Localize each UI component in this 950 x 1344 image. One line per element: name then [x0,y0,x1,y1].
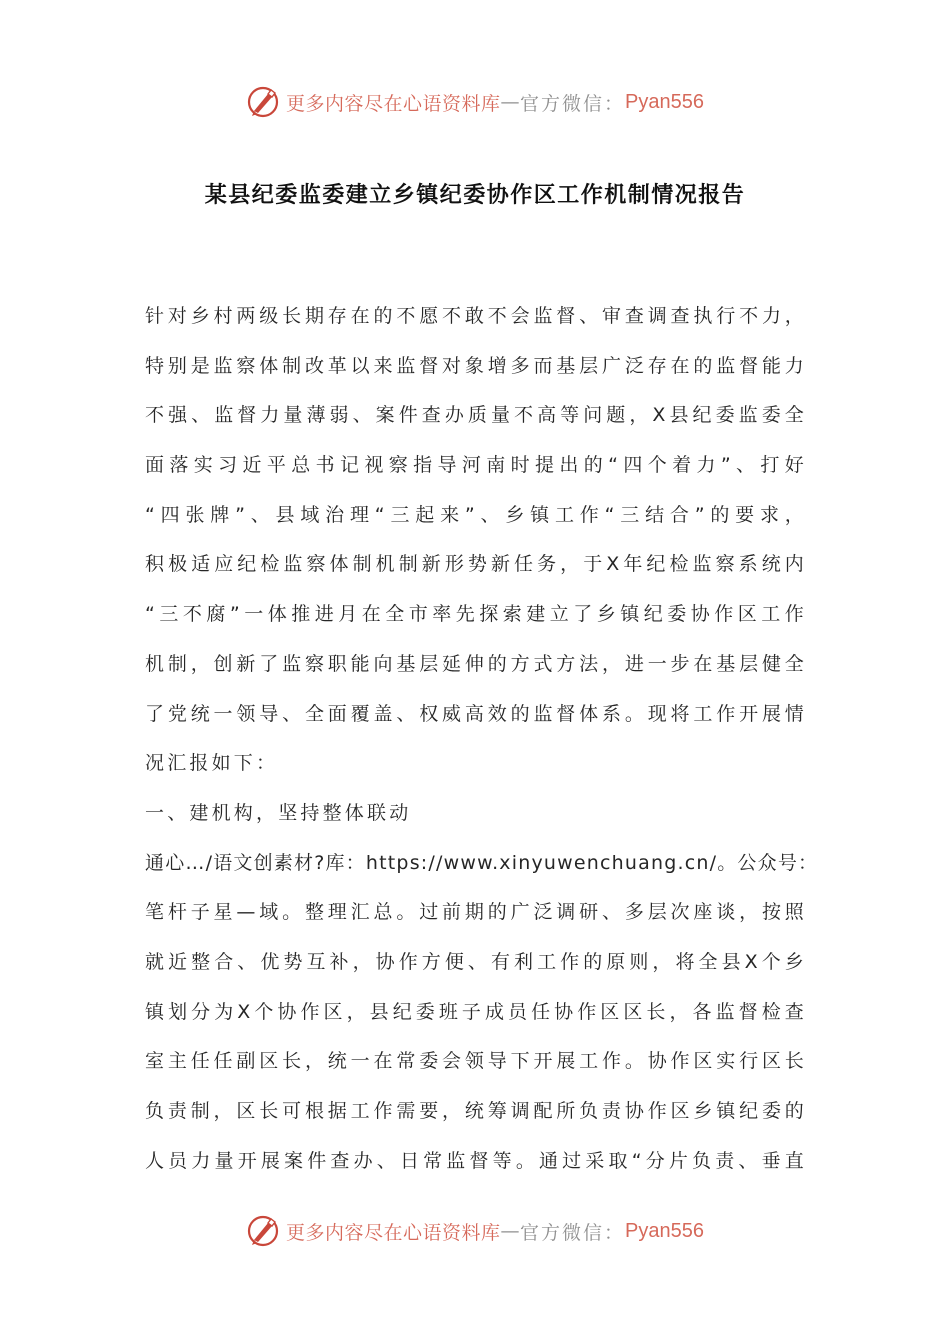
pen-logo-icon [246,85,280,119]
paragraph-line: 不强、监督力量薄弱、案件查办质量不高等问题，X县纪委监委全 [145,404,807,427]
paragraph-line: “三不腐”一体推进月在全市率先探索建立了乡镇纪委协作区工作 [145,603,807,626]
paragraph-line: 笔杆子星—域。整理汇总。过前期的广泛调研、多层次座谈，按照 [145,901,807,924]
paragraph-line: 机制，创新了监察职能向基层延伸的方式方法，进一步在基层健全 [145,652,807,675]
paragraph-line: 针对乡村两级长期存在的不愿不敢不会监督、审查调查执行不力， [145,305,807,327]
document-title: 某县纪委监委建立乡镇纪委协作区工作机制情况报告 [204,182,746,208]
paragraph-line: 室主任任副区长，统一在常委会领导下开展工作。协作区实行区长 [145,1050,807,1073]
pen-logo-icon [246,1214,280,1248]
paragraph-line: 人员力量开展案件查办、日常监督等。通过采取“分片负责、垂直 [145,1149,807,1172]
banner-wechat-id: Pyan556 [625,1219,704,1242]
paragraph-line: 负责制，区长可根据工作需要，统筹调配所负责协作区乡镇纪委的 [145,1100,807,1122]
footer-watermark-banner [0,1211,950,1251]
banner-site-name: 更多内容尽在心语资料库 [286,92,501,115]
paragraph-line: 面落实习近平总书记视察指导河南时提出的“四个着力”、打好 [145,454,807,477]
paragraph-line: 特别是监察体制改革以来监督对象增多而基层广泛存在的监督能力 [145,354,807,377]
banner-wechat-label: 官方微信： [520,1221,626,1244]
paragraph-line: 了党统一领导、全面覆盖、权威高效的监督体系。现将工作开展情 [145,702,807,725]
banner-wechat-label: 官方微信： [520,92,626,115]
banner-dash: — [500,91,521,113]
paragraph-line: 况汇报如下： [145,752,279,775]
header-watermark-banner [0,82,950,122]
section-heading: 一、建机构，坚持整体联动 [145,801,412,824]
paragraph-line: “四张牌”、县域治理“三起来”、乡镇工作“三结合”的要求， [145,503,807,526]
banner-site-name: 更多内容尽在心语资料库 [286,1221,501,1244]
paragraph-line: 镇划分为X个协作区，县纪委班子成员任协作区区长，各监督检查 [145,1000,807,1023]
document-body [145,292,819,1186]
banner-wechat-id: Pyan556 [625,90,704,113]
paragraph-line: 就近整合、优势互补，协作方便、有利工作的原则，将全县X个乡 [145,950,807,973]
banner-dash: — [500,1220,521,1242]
paragraph-line: 通心…/语文创素材?库：https://www.xinyuwenchuang.cn/。公众号： [145,851,819,874]
paragraph-line: 积极适应纪检监察体制机制新形势新任务，于X年纪检监察系统内 [145,553,807,576]
